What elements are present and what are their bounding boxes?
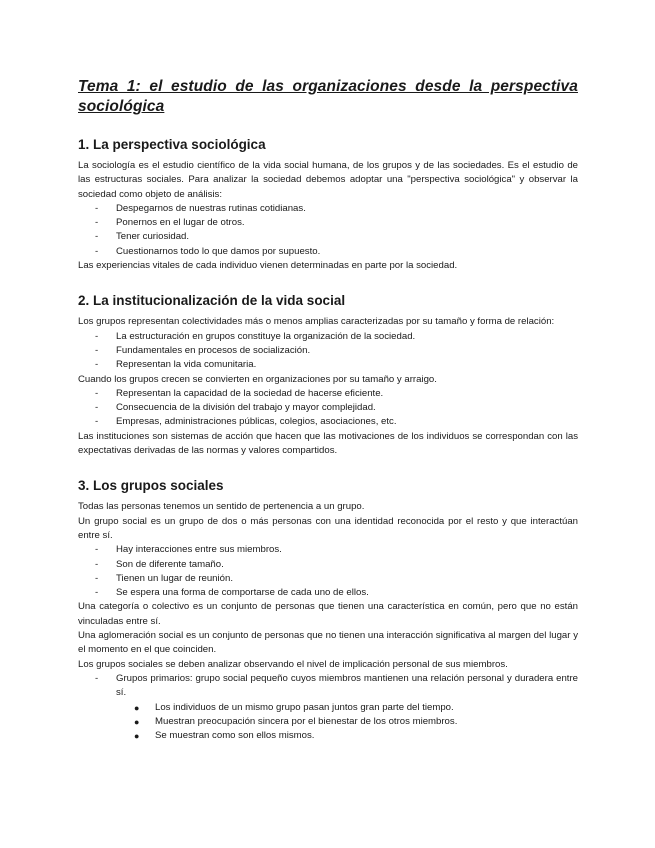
list-item-text: Consecuencia de la división del trabajo y mayor complejidad. [116, 402, 376, 414]
paragraph: Los grupos representan colectividades más o menos amplias caracterizadas por su tamaño y forma de relación: [78, 316, 555, 328]
dash-list [78, 202, 578, 259]
list-item-text: Fundamentales en procesos de socialización. [116, 344, 311, 356]
dash-marker: - [95, 202, 99, 214]
dash-marker: - [95, 231, 99, 243]
list-item [78, 401, 578, 415]
list-item [78, 572, 578, 586]
list-item [78, 344, 578, 358]
dash-marker: - [95, 245, 99, 257]
dash-marker: - [95, 544, 99, 556]
list-item-text: Representan la vida comunitaria. [116, 359, 257, 371]
list-item [78, 415, 578, 429]
list-item-text: Los individuos de un mismo grupo pasan juntos gran parte del tiempo. [155, 701, 454, 713]
dash-marker: - [95, 387, 99, 399]
dash-marker: - [95, 587, 99, 599]
bullet-icon: ● [134, 702, 140, 713]
list-item-text: Despegarnos de nuestras rutinas cotidianas. [116, 202, 306, 214]
list-item [78, 543, 578, 557]
section-perspectiva [78, 136, 578, 273]
list-item [78, 230, 578, 244]
dash-marker: - [95, 402, 99, 414]
list-item-text: Hay interacciones entre sus miembros. [116, 544, 282, 556]
list-item-text: Ponernos en el lugar de otros. [116, 217, 245, 229]
list-item-text: Se espera una forma de comportarse de cada uno de ellos. [116, 587, 369, 599]
list-item-text: Tienen un lugar de reunión. [116, 572, 233, 584]
paragraph: Cuando los grupos crecen se convierten en organizaciones por su tamaño y arraigo. [78, 373, 437, 385]
paragraph: Una aglomeración social es un conjunto de personas que no tienen una interacción significativa al margen del lugar y el momento en el que coinciden. [78, 630, 578, 656]
bullet-icon: ● [134, 731, 140, 742]
list-item [78, 729, 578, 743]
paragraph: Una categoría o colectivo es un conjunto de personas que tienen una característica en común, pero que no están vinculadas entre sí. [78, 601, 578, 627]
list-item [78, 701, 578, 715]
dash-marker: - [95, 572, 99, 584]
dash-list [78, 672, 578, 701]
section-grupos-sociales [78, 477, 578, 743]
dash-marker: - [95, 672, 99, 684]
document-title: Tema 1: el estudio de las organizaciones desde la perspectiva sociológica [78, 78, 578, 115]
section-heading: 3. Los grupos sociales [78, 478, 224, 494]
list-item-text: Grupos primarios: grupo social pequeño cuyos miembros mantienen una relación personal y duradera entre sí. [116, 672, 578, 699]
dash-marker: - [95, 344, 99, 356]
section-institucionalizacion [78, 292, 578, 458]
list-item [78, 216, 578, 230]
list-item [78, 558, 578, 572]
paragraph: Un grupo social es un grupo de dos o más personas con una identidad reconocida por el resto y que interactúan entre sí. [78, 515, 578, 541]
paragraph: Los grupos sociales se deben analizar observando el nivel de implicación personal de sus miembros. [78, 658, 508, 670]
dash-marker: - [95, 359, 99, 371]
dash-marker: - [95, 416, 99, 428]
section-heading: 2. La institucionalización de la vida social [78, 293, 346, 309]
dash-marker: - [95, 217, 99, 229]
list-item [78, 672, 578, 701]
list-item-text: Se muestran como son ellos mismos. [155, 730, 315, 742]
section-heading: 1. La perspectiva sociológica [78, 137, 266, 152]
paragraph: Todas las personas tenemos un sentido de pertenencia a un grupo. [78, 501, 365, 513]
dash-marker: - [95, 330, 99, 342]
list-item-text: Representan la capacidad de la sociedad de hacerse eficiente. [116, 387, 384, 399]
list-item [78, 245, 578, 259]
dash-list [78, 330, 578, 373]
dash-list [78, 387, 578, 430]
list-item [78, 358, 578, 372]
list-item-text: Tener curiosidad. [116, 231, 190, 243]
dash-list [78, 543, 578, 600]
list-item-text: Empresas, administraciones públicas, colegios, asociaciones, etc. [116, 416, 397, 428]
list-item [78, 202, 578, 216]
list-item [78, 586, 578, 600]
paragraph: La sociología es el estudio científico de la vida social humana, de los grupos y de las sociedades. Es el estudio de las estructuras sociales. Para analizar la sociedad debemos adoptar una "perspectiva sociológica" y observar la sociedad como objeto de análisis: [78, 160, 578, 200]
bullet-icon: ● [134, 716, 140, 727]
list-item-text: Muestran preocupación sincera por el bienestar de los otros miembros. [155, 715, 458, 727]
paragraph: Las instituciones son sistemas de acción que hacen que las motivaciones de los individuos se correspondan con las expectativas derivadas de las normas y valores compartidos. [78, 430, 578, 457]
list-item [78, 387, 578, 401]
paragraph: Las experiencias vitales de cada individuo vienen determinadas en parte por la sociedad. [78, 260, 458, 272]
bullet-list [78, 701, 578, 744]
list-item [78, 715, 578, 729]
list-item-text: Son de diferente tamaño. [116, 558, 224, 570]
document-body [78, 77, 578, 743]
list-item-text: Cuestionarnos todo lo que damos por supuesto. [116, 245, 321, 257]
dash-marker: - [95, 558, 99, 570]
list-item [78, 330, 578, 344]
list-item-text: La estructuración en grupos constituye la organización de la sociedad. [116, 330, 416, 342]
